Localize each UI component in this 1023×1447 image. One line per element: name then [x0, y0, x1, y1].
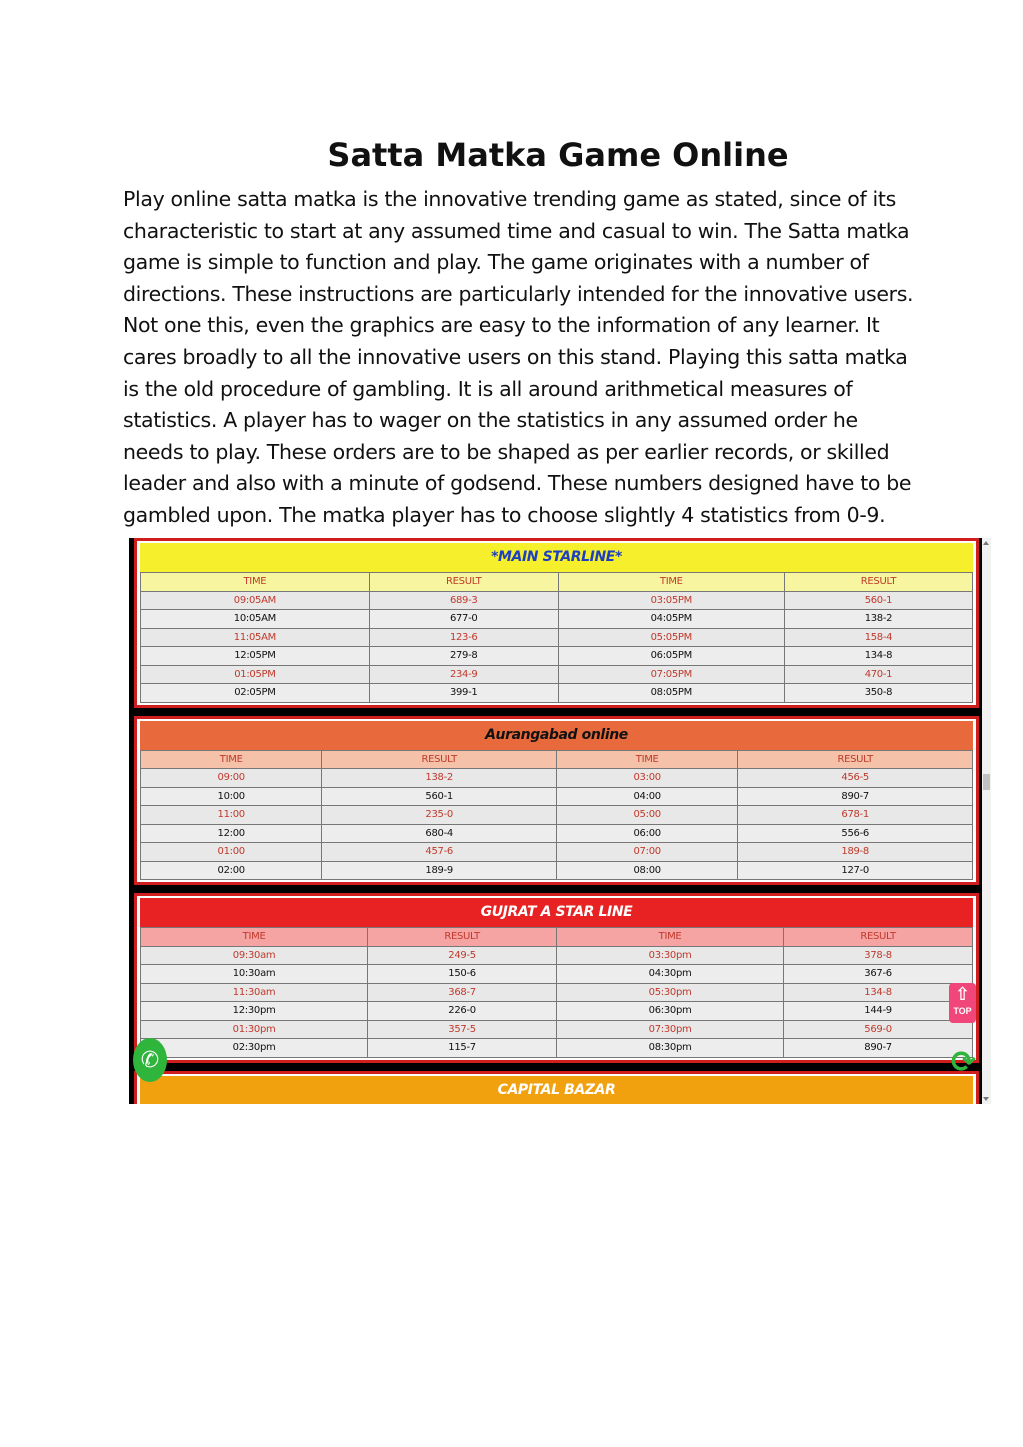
result-cell: 138-2	[784, 610, 972, 629]
top-label: TOP	[953, 1006, 972, 1016]
time-cell: 03:00	[556, 769, 737, 788]
time-cell: 04:30pm	[556, 965, 783, 984]
result-cell: 234-9	[369, 665, 558, 684]
time-cell: 04:05PM	[558, 610, 784, 629]
result-cell: 350-8	[784, 684, 972, 703]
table-header-row	[141, 573, 973, 592]
result-cell: 556-6	[738, 824, 973, 843]
result-cell: 560-1	[322, 787, 557, 806]
document-body	[123, 184, 913, 532]
result-cell: 134-8	[784, 983, 973, 1002]
results-container	[132, 538, 981, 1104]
column-header: RESULT	[322, 750, 557, 769]
time-cell: 11:00	[141, 806, 322, 825]
result-cell: 279-8	[369, 647, 558, 666]
table-row	[141, 843, 973, 862]
body-line: needs to play. These orders are to be shaped as per earlier records, or skilled	[123, 439, 890, 464]
result-cell: 134-8	[784, 647, 972, 666]
result-cell: 158-4	[784, 628, 972, 647]
time-cell: 06:05PM	[558, 647, 784, 666]
table-row	[141, 647, 973, 666]
time-cell: 06:00	[556, 824, 737, 843]
column-header: TIME	[141, 928, 368, 947]
column-header: RESULT	[738, 750, 973, 769]
table-row	[141, 1002, 973, 1021]
time-cell: 11:05AM	[141, 628, 370, 647]
table-row	[141, 861, 973, 880]
column-header: TIME	[141, 573, 370, 592]
result-cell: 890-7	[784, 1039, 973, 1058]
table-row	[141, 665, 973, 684]
result-cell: 123-6	[369, 628, 558, 647]
result-cell: 470-1	[784, 665, 972, 684]
result-cell: 560-1	[784, 591, 972, 610]
time-cell: 08:05PM	[558, 684, 784, 703]
result-cell: 249-5	[368, 946, 557, 965]
scroll-down-icon[interactable]	[983, 1097, 989, 1101]
column-header: TIME	[556, 928, 783, 947]
time-cell: 03:05PM	[558, 591, 784, 610]
scrollbar-thumb[interactable]	[983, 774, 990, 790]
column-header: RESULT	[784, 928, 973, 947]
table-row	[141, 806, 973, 825]
result-cell: 457-6	[322, 843, 557, 862]
result-cell: 367-6	[784, 965, 973, 984]
body-line: is the old procedure of gambling. It is all around arithmetical measures of	[123, 376, 853, 401]
time-cell: 05:05PM	[558, 628, 784, 647]
time-cell: 02:05PM	[141, 684, 370, 703]
column-header: TIME	[141, 750, 322, 769]
table-header-row	[141, 750, 973, 769]
result-cell: 138-2	[322, 769, 557, 788]
time-cell: 08:30pm	[556, 1039, 783, 1058]
time-cell: 10:30am	[141, 965, 368, 984]
panel-title: Aurangabad online	[140, 721, 973, 750]
table-row	[141, 769, 973, 788]
document-title: Satta Matka Game Online	[327, 136, 789, 174]
time-cell: 01:05PM	[141, 665, 370, 684]
body-line: directions. These instructions are particularly intended for the innovative users.	[123, 281, 914, 306]
table-row	[141, 824, 973, 843]
time-cell: 02:30pm	[141, 1039, 368, 1058]
time-cell: 12:05PM	[141, 647, 370, 666]
result-cell: 115-7	[368, 1039, 557, 1058]
panel-gujrat-a-star-line	[134, 893, 979, 1063]
time-cell: 01:00	[141, 843, 322, 862]
results-table	[140, 927, 973, 1058]
panel-title: *MAIN STARLINE*	[140, 543, 973, 572]
phone-icon[interactable]: ✆	[133, 1038, 167, 1082]
result-cell: 235-0	[322, 806, 557, 825]
time-cell: 09:30am	[141, 946, 368, 965]
time-cell: 09:05AM	[141, 591, 370, 610]
result-cell: 569-0	[784, 1020, 973, 1039]
table-row	[141, 983, 973, 1002]
result-cell: 144-9	[784, 1002, 973, 1021]
result-cell: 368-7	[368, 983, 557, 1002]
time-cell: 01:30pm	[141, 1020, 368, 1039]
result-cell: 399-1	[369, 684, 558, 703]
table-row	[141, 610, 973, 629]
scroll-up-icon[interactable]	[983, 541, 989, 545]
time-cell: 05:30pm	[556, 983, 783, 1002]
result-cell: 357-5	[368, 1020, 557, 1039]
panel-title: GUJRAT A STAR LINE	[140, 898, 973, 927]
table-row	[141, 1020, 973, 1039]
time-cell: 02:00	[141, 861, 322, 880]
body-line: statistics. A player has to wager on the statistics in any assumed order he	[123, 408, 858, 433]
results-table	[140, 750, 973, 881]
column-header: TIME	[556, 750, 737, 769]
scrollbar[interactable]	[982, 538, 991, 1104]
time-cell: 07:05PM	[558, 665, 784, 684]
table-header-row	[141, 928, 973, 947]
body-line: leader and also with a minute of godsend. These numbers designed have to be	[123, 471, 912, 496]
body-line: cares broadly to all the innovative users on this stand. Playing this satta matka	[123, 344, 908, 369]
result-cell: 680-4	[322, 824, 557, 843]
table-row	[141, 1039, 973, 1058]
arrow-up-icon: ⇧	[954, 984, 971, 1004]
table-row	[141, 628, 973, 647]
time-cell: 10:05AM	[141, 610, 370, 629]
result-cell: 189-9	[322, 861, 557, 880]
time-cell: 03:30pm	[556, 946, 783, 965]
time-cell: 06:30pm	[556, 1002, 783, 1021]
column-header: RESULT	[784, 573, 972, 592]
body-line: gambled upon. The matka player has to choose slightly 4 statistics from 0-9.	[123, 502, 886, 527]
table-row	[141, 684, 973, 703]
time-cell: 04:00	[556, 787, 737, 806]
time-cell: 08:00	[556, 861, 737, 880]
result-cell: 127-0	[738, 861, 973, 880]
scroll-top-button[interactable]	[949, 983, 976, 1023]
panel-aurangabad-online	[134, 716, 979, 886]
result-cell: 226-0	[368, 1002, 557, 1021]
result-cell: 678-1	[738, 806, 973, 825]
column-header: TIME	[558, 573, 784, 592]
time-cell: 05:00	[556, 806, 737, 825]
time-cell: 07:00	[556, 843, 737, 862]
results-table	[140, 572, 973, 703]
embedded-screenshot	[129, 538, 991, 1104]
table-row	[141, 965, 973, 984]
time-cell: 12:30pm	[141, 1002, 368, 1021]
column-header: RESULT	[368, 928, 557, 947]
table-row	[141, 787, 973, 806]
result-cell: 677-0	[369, 610, 558, 629]
body-line: Play online satta matka is the innovative trending game as stated, since of its	[123, 187, 896, 211]
table-row	[141, 946, 973, 965]
time-cell: 11:30am	[141, 983, 368, 1002]
result-cell: 189-8	[738, 843, 973, 862]
body-line: characteristic to start at any assumed time and casual to win. The Satta matka	[123, 218, 910, 243]
panel-capital-bazar	[134, 1071, 979, 1105]
column-header: RESULT	[369, 573, 558, 592]
time-cell: 12:00	[141, 824, 322, 843]
result-cell: 890-7	[738, 787, 973, 806]
body-line: Not one this, even the graphics are easy to the information of any learner. It	[123, 313, 880, 338]
refresh-icon[interactable]: ⟳	[951, 1046, 977, 1079]
result-cell: 456-5	[738, 769, 973, 788]
body-line: game is simple to function and play. The game originates with a number of	[123, 250, 869, 275]
time-cell: 10:00	[141, 787, 322, 806]
time-cell: 09:00	[141, 769, 322, 788]
panel-main-starline	[134, 538, 979, 708]
panel-title: CAPITAL BAZAR	[140, 1076, 973, 1105]
table-row	[141, 591, 973, 610]
result-cell: 378-8	[784, 946, 973, 965]
result-cell: 150-6	[368, 965, 557, 984]
time-cell: 07:30pm	[556, 1020, 783, 1039]
result-cell: 689-3	[369, 591, 558, 610]
